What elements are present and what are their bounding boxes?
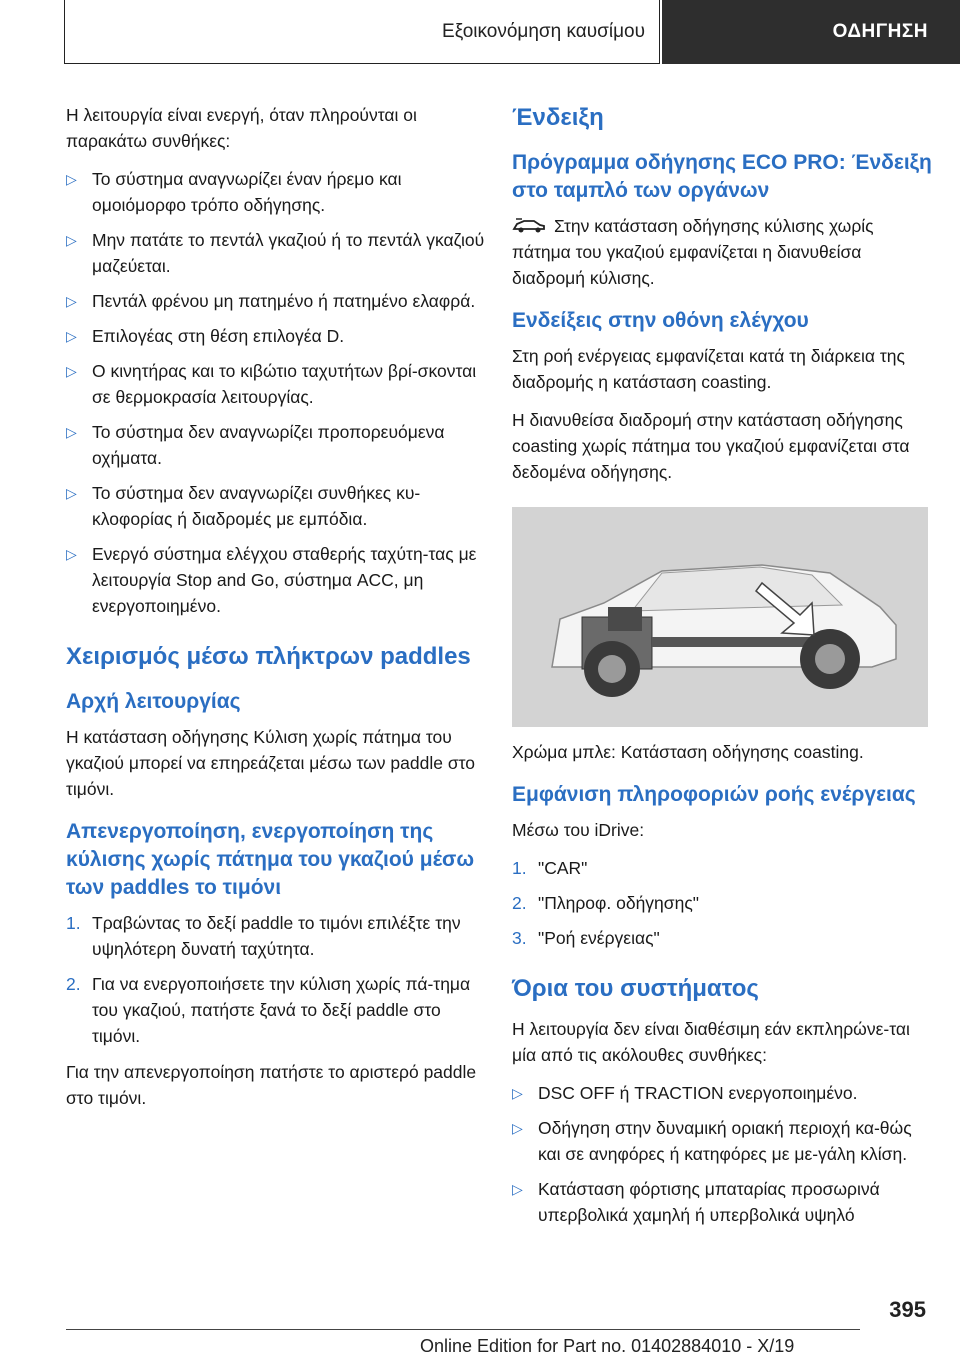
control-text-1: Στη ροή ενέργειας εμφανίζεται κατά τη διάρκεια της διαδρομής η κατάσταση coasting. [512, 346, 905, 392]
footer-edition: Online Edition for Part no. 01402884010 - X/19 [420, 1336, 795, 1356]
conditions-list [66, 166, 486, 619]
heading-principle: Αρχή λειτουργίας [66, 690, 241, 713]
limits-list [512, 1080, 934, 1228]
chapter-title: ΟΔΗΓΗΣΗ [832, 21, 928, 42]
condition-item: ▷ Το σύστημα δεν αναγνωρίζει συνθήκες κυ-κλοφορίας ή διαδρομές με εμπόδια. [66, 480, 486, 532]
condition-item: ▷ Ο κινητήρας και το κιβώτιο ταχυτήτων βρί-σκονται σε θερμοκρασία λειτουργίας. [66, 358, 486, 410]
coasting-car-icon [512, 216, 546, 234]
principle-text: Η κατάσταση οδήγησης Κύλιση χωρίς πάτημα του γκαζιού μπορεί να επηρεάζεται μέσω των paddle στο τιμόνι. [66, 727, 476, 799]
limit-item: ▷ Οδήγηση στην δυναμική οριακή περιοχή κα-θώς και σε ανηφόρες ή κατηφόρες με με-γάλη κλίση. [512, 1115, 934, 1167]
heading-display: Ένδειξη [512, 104, 604, 131]
condition-item: ▷ Πεντάλ φρένου μη πατημένο ή πατημένο ελαφρά. [66, 288, 486, 314]
triangle-bullet-icon: ▷ [512, 1120, 523, 1136]
condition-item: ▷ Το σύστημα αναγνωρίζει έναν ήρεμο και ομοιόμορφο τρόπο οδήγησης. [66, 166, 486, 218]
idrive-menu-steps [512, 855, 934, 951]
figure-caption: Χρώμα μπλε: Κατάσταση οδήγησης coasting. [512, 742, 864, 762]
triangle-bullet-icon: ▷ [512, 1181, 523, 1197]
condition-item: ▷ Μην πατάτε το πεντάλ γκαζιού ή το πεντάλ γκαζιού μαζεύεται. [66, 227, 486, 279]
condition-item: ▷ Επιλογέας στη θέση επιλογέα D. [66, 323, 486, 349]
vehicle-illustration [512, 507, 928, 727]
right-column [512, 102, 934, 1237]
triangle-bullet-icon: ▷ [66, 171, 77, 187]
section-title: Εξοικονόμηση καυσίμου [442, 20, 645, 42]
activation-steps [66, 910, 486, 1049]
condition-item: ▷ Το σύστημα δεν αναγνωρίζει προπορευόμενα οχήματα. [66, 419, 486, 471]
heading-energy-info: Εμφάνιση πληροφοριών ροής ενέργειας [512, 783, 916, 806]
car-drivetrain-image [512, 507, 928, 727]
triangle-bullet-icon: ▷ [512, 1085, 523, 1101]
intro-text: Η λειτουργία είναι ενεργή, όταν πληρούνται οι παρακάτω συνθήκες: [66, 105, 417, 151]
limits-intro: Η λειτουργία δεν είναι διαθέσιμη εάν εκπληρώνε-ται μία από τις ακόλουθες συνθήκες: [512, 1019, 910, 1065]
triangle-bullet-icon: ▷ [66, 328, 77, 344]
via-idrive-text: Μέσω του iDrive: [512, 820, 645, 840]
triangle-bullet-icon: ▷ [66, 363, 77, 379]
page-number: 395 [889, 1297, 926, 1322]
footer-divider [66, 1329, 860, 1330]
eco-text: Στην κατάσταση οδήγησης κύλισης χωρίς πάτημα του γκαζιού εμφανίζεται η διανυθείσα διαδρομή κύλισης. [512, 216, 874, 288]
triangle-bullet-icon: ▷ [66, 546, 77, 562]
step-item: 1. Τραβώντας το δεξί paddle το τιμόνι επιλέξτε την υψηλότερη δυνατή ταχύτητα. [66, 913, 461, 959]
limit-item: ▷ Κατάσταση φόρτισης μπαταρίας προσωρινά υπερβολικά χαμηλή ή υπερβολικά υψηλό [512, 1176, 934, 1228]
deactivate-text: Για την απενεργοποίηση πατήστε το αριστερό paddle στο τιμόνι. [66, 1062, 477, 1108]
left-column [66, 102, 486, 1123]
header-section-title [64, 0, 660, 64]
triangle-bullet-icon: ▷ [66, 293, 77, 309]
triangle-bullet-icon: ▷ [66, 232, 77, 248]
condition-item: ▷ Ενεργό σύστημα ελέγχου σταθερής ταχύτη-τας με λειτουργία Stop and Go, σύστημα ACC, μη ενεργοποιημένο. [66, 541, 486, 619]
header-chapter-tab [662, 0, 960, 64]
menu-step-item: 3. "Ροή ενέργειας" [512, 928, 660, 948]
limit-item: ▷ DSC OFF ή TRACTION ενεργοποιημένο. [512, 1080, 934, 1106]
triangle-bullet-icon: ▷ [66, 485, 77, 501]
heading-control-display: Ενδείξεις στην οθόνη ελέγχου [512, 309, 809, 332]
triangle-bullet-icon: ▷ [66, 424, 77, 440]
control-text-2: Η διανυθείσα διαδρομή στην κατάσταση οδήγησης coasting χωρίς πάτημα του γκαζιού εμφανίζεται στα δεδομένα οδήγησης. [512, 410, 910, 482]
heading-eco-pro: Πρόγραμμα οδήγησης ECO PRO: Ένδειξη στο ταμπλό των οργάνων [512, 151, 932, 202]
menu-step-item: 2. "Πληροφ. οδήγησης" [512, 893, 699, 913]
heading-activation: Απενεργοποίηση, ενεργοποίηση της κύλισης χωρίς πάτημα του γκαζιού μέσω των paddles το τιμόνι [66, 820, 475, 899]
step-item: 2. Για να ενεργοποιήσετε την κύλιση χωρίς πά-τημα του γκαζιού, πατήστε ξανά το δεξί paddle στο τιμόνι. [66, 974, 471, 1046]
heading-limits: Όρια του συστήματος [512, 975, 759, 1002]
heading-paddles: Χειρισμός μέσω πλήκτρων paddles [66, 643, 471, 670]
menu-step-item: 1. "CAR" [512, 858, 588, 878]
